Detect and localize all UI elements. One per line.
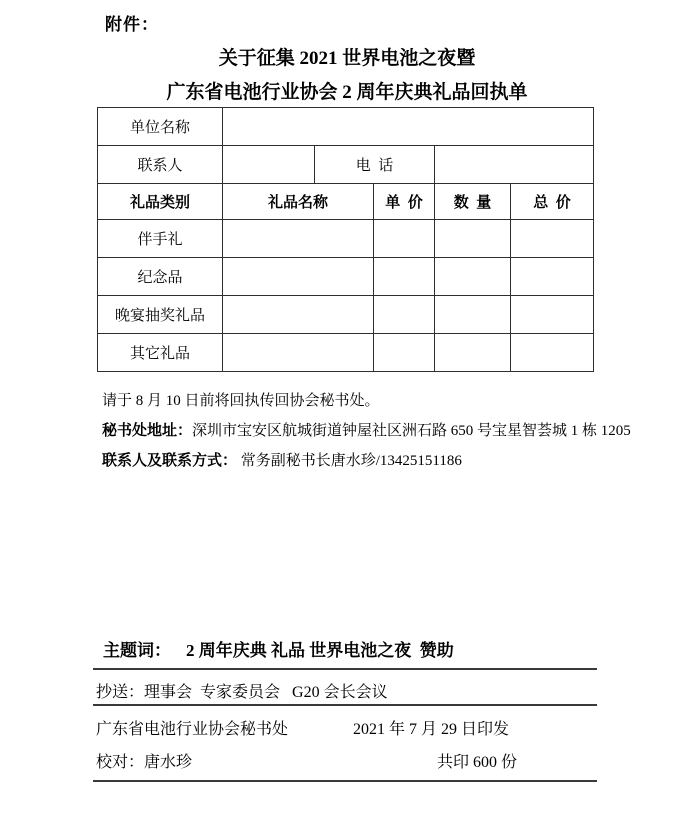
keywords-row (103, 636, 454, 661)
category-label: 伴手礼 (98, 220, 223, 258)
quantity-input-cell[interactable] (435, 258, 511, 296)
gift-name-input-cell[interactable] (223, 258, 374, 296)
category-label: 纪念品 (98, 258, 223, 296)
col-header-total-price: 总 价 (511, 184, 594, 220)
table-row-memento (98, 258, 594, 296)
gift-reply-form-table (97, 107, 594, 372)
quantity-input-cell[interactable] (435, 334, 511, 372)
contact-info-line (102, 452, 602, 470)
col-header-unit-price: 单 价 (374, 184, 435, 220)
unit-price-input-cell[interactable] (374, 296, 435, 334)
col-header-quantity: 数 量 (435, 184, 511, 220)
contact-label: 联系人 (98, 146, 223, 184)
cc-values: 理事会 专家委员会 G20 会长会议 (144, 684, 388, 701)
cc-label: 抄送： (96, 684, 145, 701)
table-row-souvenir-gift (98, 220, 594, 258)
horizontal-rule (93, 704, 597, 706)
document-title-line2: 广东省电池行业协会 2 周年庆典礼品回执单 (166, 82, 528, 103)
contact-info-value: 常务副秘书长唐水珍/13425151186 (237, 453, 462, 469)
keywords-label: 主题词： (103, 641, 171, 660)
table-row-unit-name (98, 108, 594, 146)
notes-block (102, 392, 631, 482)
gift-name-input-cell[interactable] (223, 334, 374, 372)
contact-info-label: 联系人及联系方式： (102, 453, 238, 469)
category-label: 其它礼品 (98, 334, 223, 372)
address-label: 秘书处地址： (102, 423, 193, 439)
category-label: 晚宴抽奖礼品 (98, 296, 223, 334)
gift-name-input-cell[interactable] (223, 296, 374, 334)
unit-price-input-cell[interactable] (374, 258, 435, 296)
table-row-banquet-lottery-gift (98, 296, 594, 334)
document-title-line1: 关于征集 2021 世界电池之夜暨 (218, 48, 476, 69)
proofreader-row (96, 749, 192, 772)
issue-date: 2021 年 7 月 29 日印发 (353, 721, 510, 738)
total-price-input-cell[interactable] (511, 334, 594, 372)
unit-name-input-cell[interactable] (223, 108, 594, 146)
table-row-contact (98, 146, 594, 184)
deadline-note: 请于 8 月 10 日前将回执传回协会秘书处。 (102, 393, 380, 409)
horizontal-rule (93, 668, 597, 670)
col-header-gift-name: 礼品名称 (223, 184, 374, 220)
table-header-row (98, 184, 594, 220)
secretariat-address-line (102, 422, 631, 440)
quantity-input-cell[interactable] (435, 220, 511, 258)
contact-input-cell[interactable] (223, 146, 315, 184)
print-copies: 共印 600 份 (437, 754, 518, 771)
unit-price-input-cell[interactable] (374, 220, 435, 258)
gift-name-input-cell[interactable] (223, 220, 374, 258)
keywords-values: 2 周年庆典 礼品 世界电池之夜 赞助 (186, 641, 454, 660)
phone-label: 电 话 (315, 146, 435, 184)
table-row-other-gift (98, 334, 594, 372)
horizontal-rule (93, 780, 597, 782)
issuer-name: 广东省电池行业协会秘书处 (96, 721, 289, 738)
total-price-input-cell[interactable] (511, 220, 594, 258)
proofreader-label: 校对： (96, 754, 145, 771)
total-price-input-cell[interactable] (511, 258, 594, 296)
cc-row (96, 679, 388, 702)
col-header-gift-category: 礼品类别 (98, 184, 223, 220)
total-price-input-cell[interactable] (511, 296, 594, 334)
proofreader-name: 唐水珍 (144, 754, 193, 771)
quantity-input-cell[interactable] (435, 296, 511, 334)
unit-name-label: 单位名称 (98, 108, 223, 146)
phone-input-cell[interactable] (435, 146, 594, 184)
attachment-label: 附件： (105, 15, 159, 34)
unit-price-input-cell[interactable] (374, 334, 435, 372)
address-value: 深圳市宝安区航城街道钟屋社区洲石路 650 号宝星智荟城 1 栋 1205 (192, 423, 631, 439)
